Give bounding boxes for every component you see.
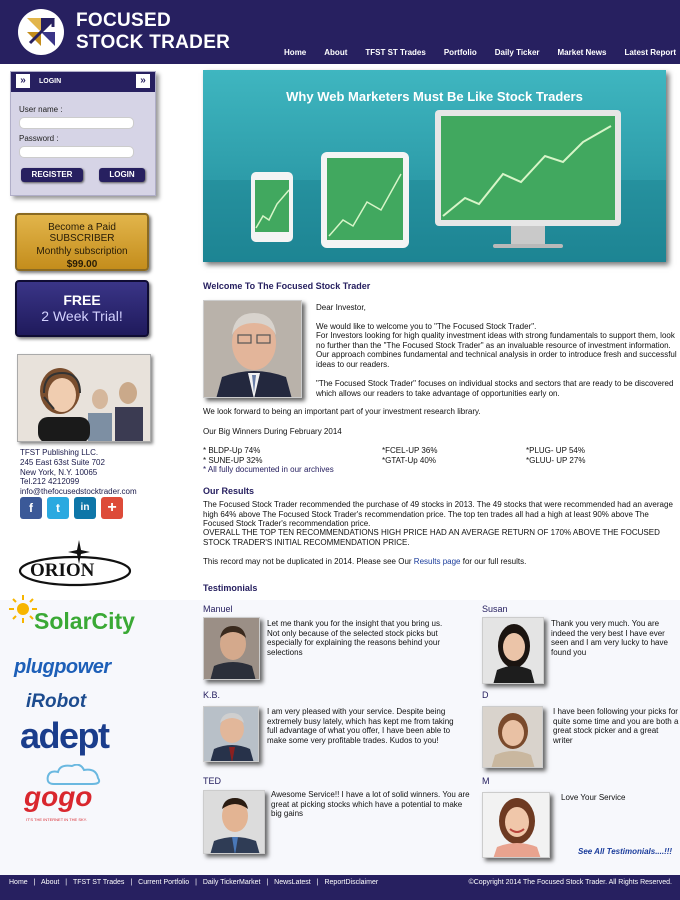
chevron-right-icon: » — [136, 74, 150, 88]
footer-link-current-portfolio[interactable]: Current Portfolio — [138, 879, 190, 886]
username-input[interactable] — [19, 117, 134, 129]
welcome-greeting: Dear Investor, — [316, 303, 366, 312]
testimonial-text: I have been following your picks for quite some time and you are both a great stock picker and a great writer — [553, 707, 679, 745]
results-paragraph-3 — [203, 557, 673, 567]
login-title: LOGIN — [39, 78, 62, 85]
nav-latest-report[interactable]: Latest Report — [624, 48, 676, 57]
contact-email[interactable]: info@thefocusedstocktrader.com — [20, 487, 137, 496]
solarcity-logo — [8, 594, 150, 638]
login-button[interactable]: LOGIN — [99, 168, 145, 182]
solarcity-logo-text: SolarCity — [34, 608, 135, 634]
orion-logo-text: ORION — [30, 560, 95, 581]
results-page-link[interactable]: Results page — [413, 557, 461, 566]
brand-name-line1: FOCUSED — [76, 10, 171, 31]
devices-chart-illustration — [203, 70, 666, 262]
nav-portfolio[interactable]: Portfolio — [443, 48, 477, 57]
archives-note: * All fully documented in our archives — [203, 465, 334, 474]
footer-link-home[interactable]: Home — [9, 879, 28, 886]
chevron-left-icon: » — [16, 74, 30, 88]
footer-link-report-disclaimer[interactable]: ReportDisclaimer — [324, 879, 379, 886]
login-panel — [10, 71, 156, 196]
contact-company: TFST Publishing LLC. — [20, 448, 99, 457]
results-paragraph-2: OVERALL THE TOP TEN RECOMMENDATIONS HIGH PRICE HAD AN AVERAGE RETURN OF 170% ABOVE THE FOCUSED STOCK TRADER'S INITIAL RECOMMENDATION PRICE. — [203, 528, 660, 547]
testimonial-text: Love Your Service — [561, 793, 626, 802]
results-text-before: This record may not be duplicated in 2014. Please see Our — [203, 557, 414, 566]
irobot-logo: iRobot — [26, 691, 87, 712]
nav-market-news[interactable]: Market News — [557, 48, 607, 57]
password-input[interactable] — [19, 146, 134, 158]
hero-banner[interactable] — [203, 70, 666, 262]
testimonial-name: Susan — [482, 604, 508, 614]
testimonial-text: I am very pleased with your service. Despite being extremely busy lately, which has kept me from taking full advantage of what you offer, I have been able to make some very profitable trades. Kudos to you! — [267, 707, 454, 745]
welcome-paragraph-4: We look forward to being an important part of your investment research library. — [203, 407, 481, 416]
linkedin-icon[interactable]: in — [74, 497, 96, 519]
testimonial-text: Let me thank you for the insight that you bring us. Not only because of the selected stock picks but especially for explaining the reasons behind your selections — [267, 619, 443, 657]
footer-link-news-latest[interactable]: NewsLatest — [274, 879, 311, 886]
testimonial-text: Thank you very much. You are indeed the very best I have ever seen and I am very lucky to have found you — [551, 619, 668, 657]
subscribe-line2: Monthly subscription — [36, 246, 128, 257]
testimonial-name: D — [482, 690, 489, 700]
see-all-testimonials-link[interactable]: See All Testimonials....!!! — [578, 847, 673, 856]
welcome-paragraph-2: For Investors looking for high quality investment ideas with strong fundamentals to support them, look no further than the "The Focused Stock Trader" as an invaluable resource of investment information. Our approach combines fundamental and technical analysis in order to introduce fresh and successful ideas to our readers. — [316, 331, 677, 369]
welcome-paragraph-3: "The Focused Stock Trader" focuses on individual stocks and sectors that are ready to be discovered which allows our readers to take advantage of opportunities early on. — [316, 379, 674, 398]
twitter-icon[interactable]: t — [47, 497, 69, 519]
winner-item: * BLDP-Up 74% — [203, 446, 261, 455]
testimonial-name: M — [482, 776, 490, 786]
founder-photo — [203, 300, 302, 398]
welcome-heading: Welcome To The Focused Stock Trader — [203, 281, 371, 291]
footer-separator: | — [195, 879, 197, 886]
hero-title: Why Web Marketers Must Be Like Stock Traders — [286, 89, 583, 104]
subscribe-price: $99.00 — [66, 259, 98, 270]
footer-link-about[interactable]: About — [41, 879, 60, 886]
footer-link-tfst-st-trades[interactable]: TFST ST Trades — [72, 879, 125, 886]
testimonial-name: Manuel — [203, 604, 233, 614]
trial-line1: FREE — [63, 292, 101, 308]
adept-logo: adept — [20, 715, 109, 756]
footer-separator: | — [316, 879, 319, 886]
copyright-text: ©Copyright 2014 The Focused Stock Trader. All Rights Reserved. — [468, 879, 672, 886]
logo-icon[interactable] — [18, 9, 64, 55]
username-label: User name : — [19, 105, 63, 114]
site-footer — [0, 875, 680, 900]
facebook-icon[interactable]: f — [20, 497, 42, 519]
testimonial-photo — [203, 617, 260, 680]
welcome-paragraph-1: We would like to welcome you to "The Focused Stock Trader". — [316, 322, 537, 331]
gogo-logo-text: gogo — [24, 781, 93, 812]
plugpower-logo: plugpower — [14, 656, 111, 678]
results-paragraph-1: The Focused Stock Trader recommended the purchase of 49 stocks in 2013. The 49 stocks that were recommended had an average high 64% above The Focused Stock Trader's recommendation price. The top ten trades all had a high at least 90% above The Focused Stock Trader's recommendation price. — [203, 500, 673, 529]
free-trial-button[interactable] — [15, 280, 149, 337]
testimonial-photo — [482, 792, 550, 858]
footer-link-daily-ticker-market[interactable]: Daily TickerMarket — [202, 879, 261, 886]
footer-separator: | — [130, 879, 133, 886]
testimonial-photo — [203, 706, 259, 762]
footer-links — [9, 879, 382, 886]
nav-home[interactable]: Home — [284, 48, 307, 57]
winners-title: Our Big Winners During February 2014 — [203, 427, 342, 436]
testimonial-photo — [482, 706, 543, 768]
nav-about[interactable]: About — [324, 48, 348, 57]
support-agent-photo — [17, 354, 151, 442]
plus-icon[interactable]: + — [101, 497, 123, 519]
site-header — [0, 0, 680, 64]
winner-item: *FCEL-UP 36% — [382, 446, 438, 455]
footer-separator: | — [33, 879, 36, 886]
gogo-tagline: IT'S THE INTERNET IN THE SKY. — [26, 817, 87, 822]
nav-daily-ticker[interactable]: Daily Ticker — [494, 48, 540, 57]
testimonials-heading: Testimonials — [203, 583, 258, 593]
results-heading: Our Results — [203, 486, 255, 496]
main-nav — [266, 48, 676, 57]
subscribe-line1: Become a Paid SUBSCRIBER — [48, 222, 116, 244]
results-text-after: for our full results. — [460, 557, 527, 566]
testimonial-photo — [482, 617, 544, 684]
winner-item: *GLUU- UP 27% — [526, 456, 586, 465]
trial-line2: 2 Week Trial! — [41, 308, 123, 324]
testimonial-name: TED — [203, 776, 221, 786]
gogo-logo — [22, 764, 110, 830]
password-label: Password : — [19, 134, 59, 143]
contact-city: New York, N.Y. 10065 — [20, 468, 98, 477]
footer-separator: | — [266, 879, 269, 886]
nav-tfst-st-trades[interactable]: TFST ST Trades — [365, 48, 426, 57]
winner-item: * SUNE-UP 32% — [203, 456, 263, 465]
footer-separator: | — [65, 879, 68, 886]
contact-phone: Tel.212 4212099 — [20, 477, 80, 486]
contact-address: 245 East 63st Suite 702 — [20, 458, 105, 467]
register-button[interactable]: REGISTER — [21, 168, 83, 182]
winner-item: *GTAT-Up 40% — [382, 456, 436, 465]
winner-item: *PLUG- UP 54% — [526, 446, 585, 455]
testimonial-photo — [203, 790, 265, 854]
testimonial-name: K.B. — [203, 690, 221, 700]
testimonial-text: Awesome Service!! I have a lot of solid winners. You are great at picking stocks which have a potential to make big gains — [271, 790, 470, 819]
brand-name-line2: STOCK TRADER — [76, 32, 231, 53]
login-header — [11, 72, 155, 92]
subscribe-button[interactable] — [15, 213, 149, 271]
orion-logo — [17, 538, 135, 588]
